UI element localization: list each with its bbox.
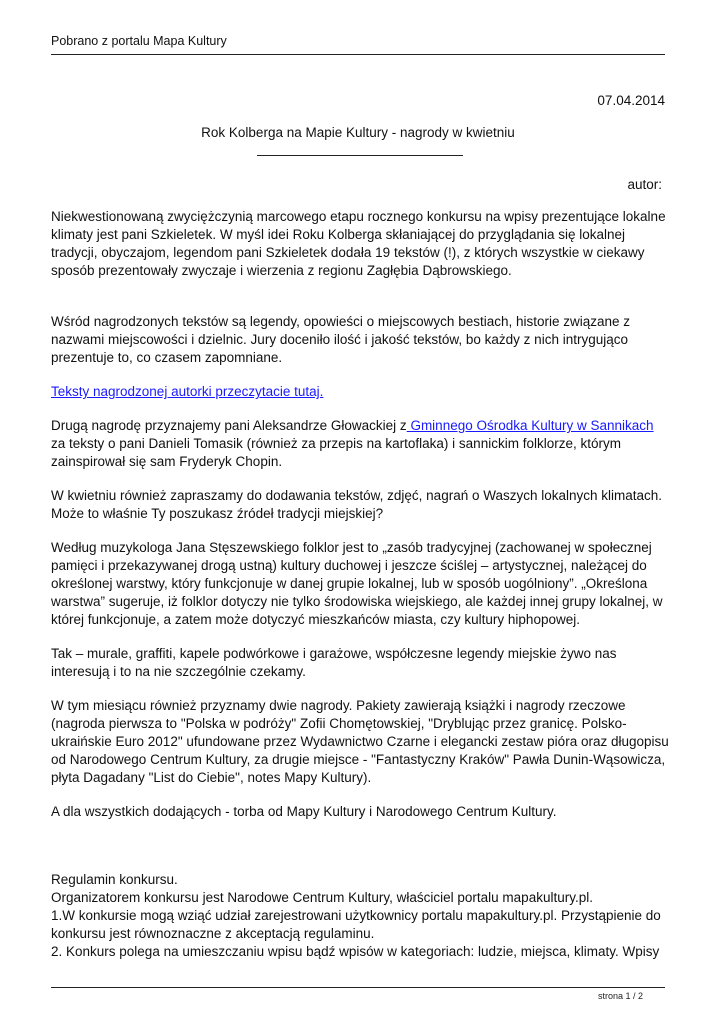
second-prize-text-before: Drugą nagrodę przyznajemy pani Aleksandrze Głowackiej z bbox=[51, 418, 407, 433]
paragraph-winner: Niekwestionowaną zwyciężczynią marcowego etapu rocznego konkursu na wpisy prezentujące lokalne klimaty jest pani Szkieletek. W myśl idei Roku Kolberga skłaniającej do przyglądania się lokalnej tradycji, obyczajom, legendom pani Szkieletek dodała 19 tekstów (!), z których wszystkie w ciekawy sposób prezentowały zwyczaje i wierzenia z regionu Zagłębia Dąbrowskiego. bbox=[51, 209, 666, 278]
rules-point-1: 1.W konkursie mogą wziąć udział zarejestrowani użytkownicy portalu mapakultury.pl. Przystąpienie do konkursu jest równoznaczne z akceptacją regulaminu. bbox=[51, 908, 661, 941]
paragraph-second-prize bbox=[51, 417, 673, 471]
author-label: autor: bbox=[627, 177, 662, 192]
paragraph-link bbox=[51, 383, 673, 401]
article-title: Rok Kolberga na Mapie Kultury - nagrody w kwietniu bbox=[201, 125, 515, 140]
header-divider bbox=[51, 54, 665, 55]
article-body bbox=[51, 208, 673, 961]
gok-sanniki-link[interactable]: Gminnego Ośrodka Kultury w Sannikach bbox=[406, 418, 654, 433]
rules-organizer: Organizatorem konkursu jest Narodowe Centrum Kultury, właściciel portalu mapakultury.pl. bbox=[51, 890, 593, 905]
rules-point-2: 2. Konkurs polega na umieszczaniu wpisu bądź wpisów w kategoriach: ludzie, miejsca, klimaty. Wpisy bbox=[51, 944, 660, 959]
paragraph-prizes: W tym miesiącu również przyznamy dwie nagrody. Pakiety zawierają książki i nagrody rzeczowe (nagroda pierwsza to "Polska w podróży" Zofii Chomętowskiej, "Dryblując przez granicę. Polsko-ukraińskie Euro 2012" ufundowane przez Wydawnictwo Czarne i elegancki zestaw pióra oraz długopisu od Narodowego Centrum Kultury, za drugie miejsce - "Fantastyczny Kraków" Pawła Dunin-Wąsowicza, płyta Dagadany "List do Ciebie", notes Mapy Kultury). bbox=[51, 698, 669, 785]
page-number: strona 1 / 2 bbox=[597, 991, 643, 1001]
paragraph-awarded-texts: Wśród nagrodzonych tekstów są legendy, opowieści o miejscowych bestiach, historie związane z nazwami miejscowości i dzielnic. Jury doceniło ilość i jakość tekstów, bo każdy z nich intrygująco prezentuje to, co czasem zapomniane. bbox=[51, 314, 631, 365]
paragraph-urban-folklore: Tak – murale, graffiti, kapele podwórkowe i garażowe, współczesne legendy miejskie żywo nas interesują i to na nie szczególnie czekamy. bbox=[51, 646, 617, 679]
paragraph-folklore-definition: Według muzykologa Jana Stęszewskiego folklor jest to „zasób tradycyjnej (zachowanej w społecznej pamięci i przekazywanej drogą ustną) kultury duchowej i jeszcze ściślej – artystycznej, należącej do określonej warstwy, który funkcjonuje w danej grupie lokalnej, lub w sposób uogólniony”. „Określona warstwa” sugeruje, iż folklor dotyczy nie tylko środowiska wiejskiego, ale każdej innej grupy lokalnej, w której funkcjonuje, a zatem może dotyczyć mieszkańców miasta, czy kultury hiphopowej. bbox=[51, 540, 663, 627]
paragraph-bag: A dla wszystkich dodających - torba od Mapy Kultury i Narodowego Centrum Kultury. bbox=[51, 804, 557, 819]
page-header-source: Pobrano z portalu Mapa Kultury bbox=[51, 34, 227, 48]
winner-texts-link[interactable]: Teksty nagrodzonej autorki przeczytacie tutaj. bbox=[51, 384, 324, 399]
rules-title: Regulamin konkursu. bbox=[51, 872, 178, 887]
second-prize-text-after: za teksty o pani Danieli Tomasik (również za przepis na kartoflaka) i sannickim folklorze, którym zainspirował się sam Fryderyk Chopin. bbox=[51, 436, 621, 469]
article-date: 07.04.2014 bbox=[597, 93, 665, 108]
paragraph-invitation: W kwietniu również zapraszamy do dodawania tekstów, zdjęć, nagrań o Waszych lokalnych klimatach. Może to właśnie Ty poszukasz źródeł tradycji miejskiej? bbox=[51, 488, 663, 521]
footer-divider bbox=[51, 987, 665, 988]
title-underline bbox=[257, 155, 463, 156]
